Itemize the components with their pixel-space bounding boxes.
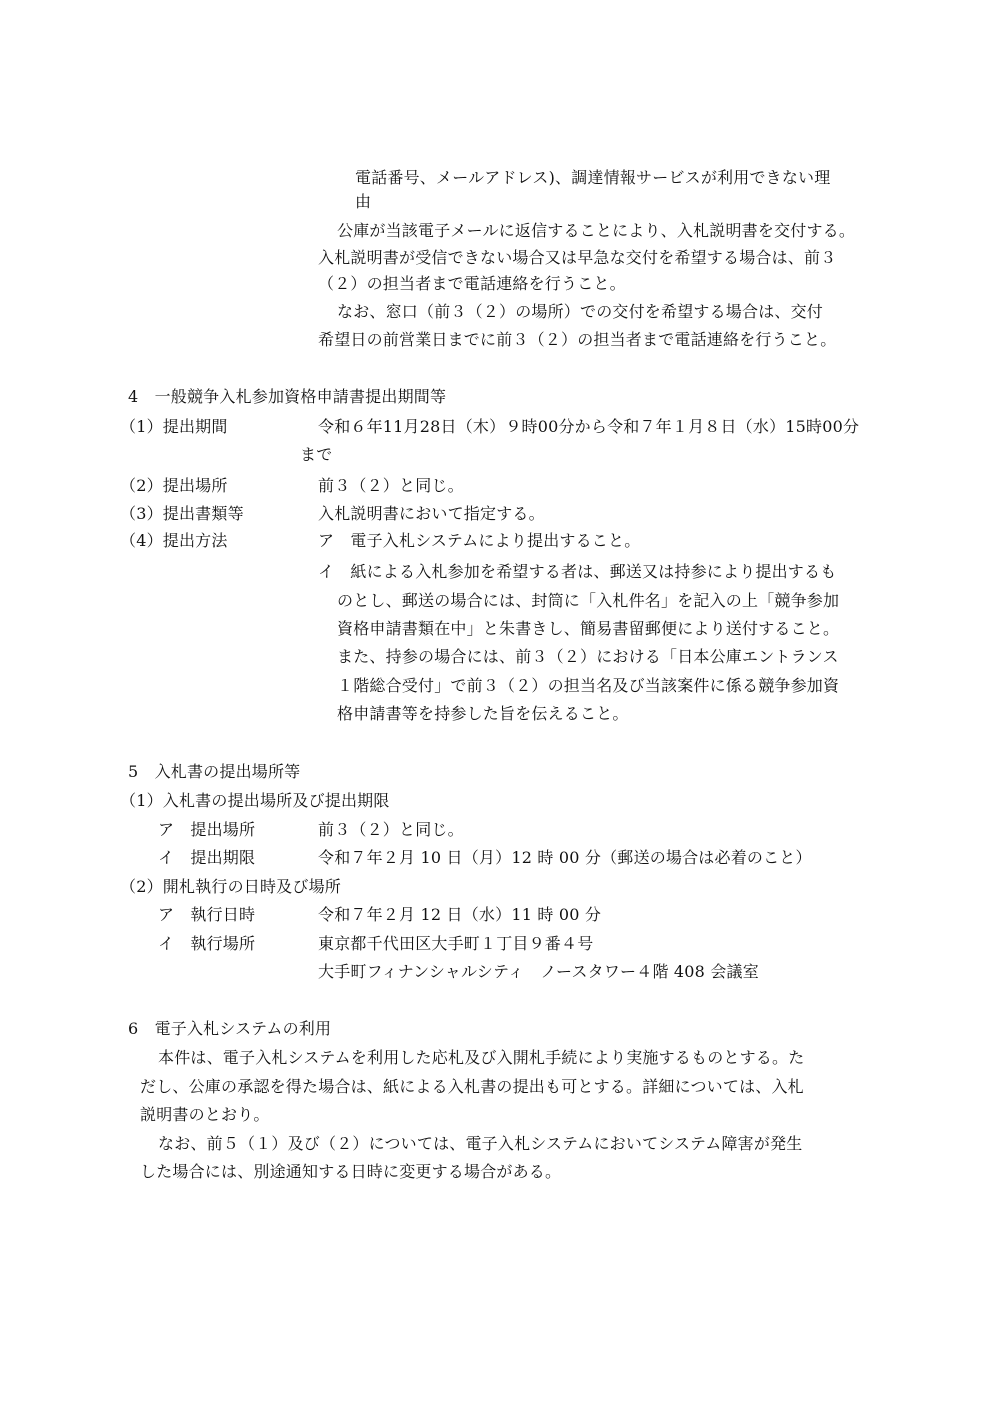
text-line: なお、窓口（前３（２）の場所）での交付を希望する場合は、交付 <box>337 302 824 321</box>
text-line: 電話番号、メールアドレス)、調達情報サービスが利用できない理 <box>355 168 831 187</box>
item-label: （3）提出書類等 <box>120 504 244 523</box>
section-6-heading: 6 電子入札システムの利用 <box>128 1019 332 1038</box>
sub-item-label: ア 執行日時 <box>158 905 256 924</box>
sub-item-label: イ 執行場所 <box>158 934 256 953</box>
item-label: （4）提出方法 <box>120 531 228 550</box>
item-label: （1）提出期間 <box>120 417 228 436</box>
section-4-heading: 4 一般競争入札参加資格申請書提出期間等 <box>128 387 447 406</box>
text-line: 希望日の前営業日までに前３（２）の担当者まで電話連絡を行うこと。 <box>318 330 837 349</box>
item-text: のとし、郵送の場合には、封筒に「入札件名」を記入の上「競争参加 <box>337 591 840 610</box>
sub-item-label: イ 提出期限 <box>158 848 256 867</box>
text-line: （２）の担当者まで電話連絡を行うこと。 <box>318 274 626 293</box>
item-text: 資格申請書類在中」と朱書きし、簡易書留郵便により送付すること。 <box>337 619 840 638</box>
item-text: 前３（２）と同じ。 <box>318 820 464 839</box>
paragraph-line: だし、公庫の承認を得た場合は、紙による入札書の提出も可とする。詳細については、入札 <box>140 1077 804 1096</box>
paragraph-line: なお、前５（１）及び（２）については、電子入札システムにおいてシステム障害が発生 <box>158 1134 803 1153</box>
paragraph-line: 本件は、電子入札システムを利用した応札及び入開札手続により実施するものとする。た <box>158 1048 805 1067</box>
item-text: １階総合受付」で前３（２）の担当名及び当該案件に係る競争参加資 <box>337 676 840 695</box>
item-label: （2）開札執行の日時及び場所 <box>120 877 341 896</box>
item-text: イ 紙による入札参加を希望する者は、郵送又は持参により提出するも <box>318 562 837 581</box>
paragraph-line: 説明書のとおり。 <box>140 1105 270 1124</box>
item-label: （1）入札書の提出場所及び提出期限 <box>120 791 390 810</box>
item-text: 令和７年２月 12 日（水）11 時 00 分 <box>318 905 602 924</box>
text-line: 由 <box>355 192 372 211</box>
item-text: 格申請書等を持参した旨を伝えること。 <box>337 704 629 723</box>
text-line: 公庫が当該電子メールに返信することにより、入札説明書を交付する。 <box>337 221 856 240</box>
item-text: 前３（２）と同じ。 <box>318 476 464 495</box>
item-text: 東京都千代田区大手町１丁目９番４号 <box>318 934 594 953</box>
item-text: また、持参の場合には、前３（２）における「日本公庫エントランス <box>337 647 839 666</box>
item-text: まで <box>300 445 333 464</box>
section-5-heading: 5 入札書の提出場所等 <box>128 762 301 781</box>
item-text: 大手町フィナンシャルシティ ノースタワー４階 408 会議室 <box>318 962 759 981</box>
paragraph-line: した場合には、別途通知する日時に変更する場合がある。 <box>140 1162 562 1181</box>
item-text: 令和７年２月 10 日（月）12 時 00 分（郵送の場合は必着のこと） <box>318 848 812 867</box>
item-text: ア 電子入札システムにより提出すること。 <box>318 531 641 550</box>
text-line: 入札説明書が受信できない場合又は早急な交付を希望する場合は、前３ <box>318 248 837 267</box>
item-text: 令和６年11月28日（木）９時00分から令和７年１月８日（水）15時00分 <box>318 417 860 436</box>
item-text: 入札説明書において指定する。 <box>318 504 545 523</box>
sub-item-label: ア 提出場所 <box>158 820 256 839</box>
item-label: （2）提出場所 <box>120 476 228 495</box>
